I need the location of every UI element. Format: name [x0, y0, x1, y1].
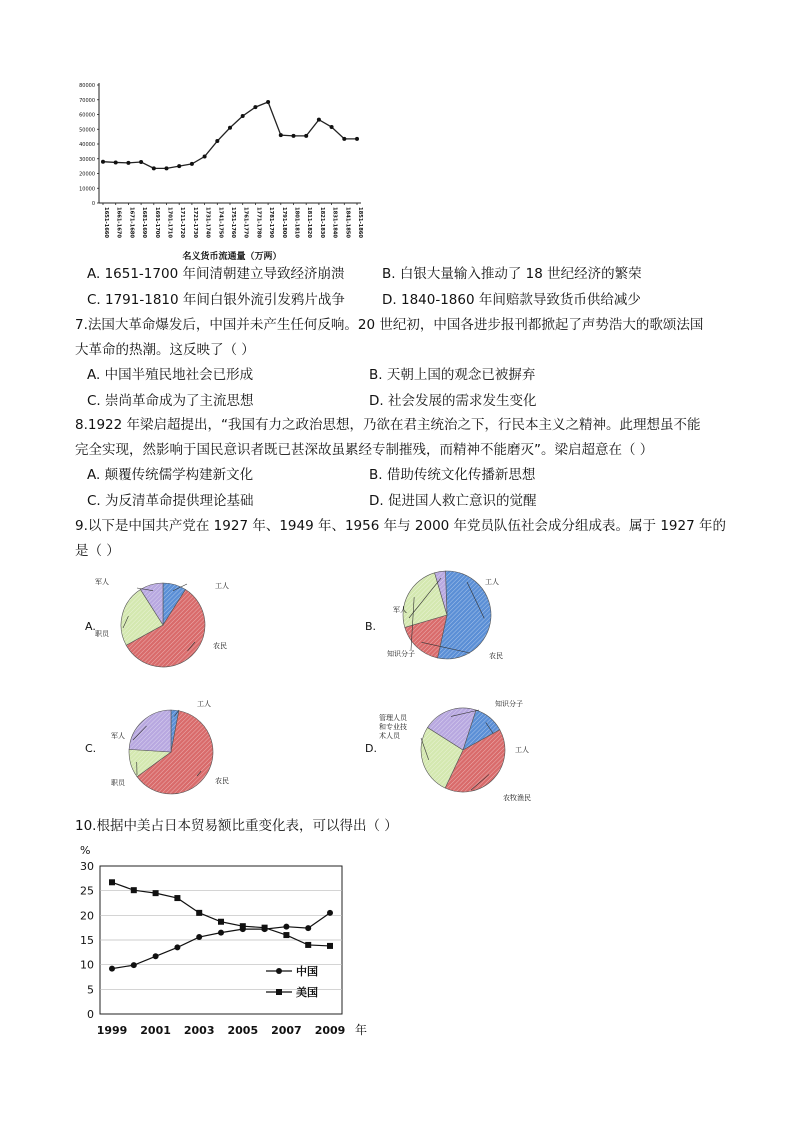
x-tick-label: 1651-1660	[103, 207, 109, 239]
y-tick-label: 15	[80, 934, 94, 947]
y-tick-label: 25	[80, 884, 94, 898]
pie-slice	[129, 710, 171, 752]
pie-option-label: B.	[365, 620, 377, 633]
china-data-point	[174, 944, 180, 950]
legend-china-marker	[276, 968, 282, 974]
x-tick-label: 1731-1740	[204, 207, 211, 239]
china-data-point	[131, 962, 137, 968]
q10-stem-line1: 10.根据中美占日本贸易额比重变化表，可以得出（ ）	[75, 818, 398, 834]
currency-data-point	[228, 126, 232, 130]
y-tick-label: 70000	[79, 97, 95, 104]
pie-slice-label: 知识分子	[387, 650, 415, 658]
y-tick-label: 30	[80, 860, 94, 873]
q9-stem-line2: 是（ ）	[75, 543, 120, 559]
x-axis-title: 名义货币流通量（万两）	[182, 252, 282, 262]
y-tick-label: 20000	[79, 171, 95, 178]
usa-data-point	[305, 942, 311, 948]
q8-stem-line1: 8.1922 年梁启超提出，“我国有力之政治思想，乃欲在君主统治之下，行民本主义之精神。此理想虽不能	[75, 417, 701, 433]
x-tick-label: 2009	[314, 1024, 346, 1037]
x-tick-label: 1851-1860	[357, 207, 363, 239]
pie-slice-label: 职员	[95, 630, 109, 638]
china-data-point	[109, 966, 115, 972]
q7-stem-line2: 大革命的热潮。这反映了（ ）	[75, 342, 255, 358]
x-tick-label: 1661-1670	[115, 207, 122, 239]
pie-slice-label: 农民	[215, 777, 229, 785]
usa-data-point	[262, 925, 268, 931]
currency-data-point	[355, 137, 359, 141]
currency-data-point	[304, 134, 308, 138]
y-tick-label: 30000	[79, 156, 95, 163]
x-tick-label: 1821-1830	[318, 207, 325, 239]
currency-data-point	[253, 105, 257, 109]
currency-data-point	[292, 134, 296, 138]
y-tick-label: 5	[87, 983, 94, 997]
x-tick-label: 1841-1850	[344, 207, 351, 239]
china-data-point	[327, 910, 333, 916]
x-tick-label: 1751-1760	[230, 207, 236, 239]
currency-data-point	[190, 162, 194, 166]
x-tick-label: 1681-1690	[141, 207, 148, 239]
x-tick-label: 1671-1680	[128, 207, 135, 239]
legend-usa-label: 美国	[296, 986, 318, 999]
q6-option-d[interactable]: D. 1840-1860 年间赔款导致货币供给减少	[382, 292, 641, 308]
q6-option-b[interactable]: B. 白银大量输入推动了 18 世纪经济的繁荣	[382, 266, 642, 282]
usa-data-point	[240, 923, 246, 929]
china-data-point	[218, 930, 224, 936]
usa-data-point	[174, 895, 180, 901]
x-tick-label: 1791-1800	[280, 207, 287, 239]
y-axis-unit: %	[80, 844, 91, 857]
currency-data-point	[241, 114, 245, 118]
pie-slice-label: 军人	[111, 732, 125, 740]
x-tick-label: 1761-1770	[242, 207, 249, 239]
x-tick-label: 2003	[183, 1024, 215, 1037]
pie-slice-label: 职员	[111, 779, 125, 787]
q8-option-d[interactable]: D. 促进国人救亡意识的觉醒	[369, 493, 537, 509]
x-tick-label: 1999	[96, 1024, 128, 1037]
q8-option-a[interactable]: A. 颠覆传统儒学构建新文化	[87, 467, 254, 483]
japan-trade-share-line-chart	[70, 840, 370, 1040]
q10-stem	[75, 814, 398, 839]
y-tick-label: 40000	[79, 142, 95, 148]
usa-data-point	[218, 919, 224, 925]
currency-data-point	[126, 161, 130, 165]
y-tick-label: 10000	[79, 186, 95, 193]
china-data-point	[196, 934, 202, 940]
q7-option-a[interactable]: A. 中国半殖民地社会已形成	[87, 367, 254, 383]
y-tick-label: 50000	[79, 127, 95, 134]
currency-data-point	[279, 133, 283, 137]
china-data-point	[305, 925, 311, 931]
x-tick-label: 2001	[140, 1024, 171, 1037]
q7-option-c[interactable]: C. 崇尚革命成为了主流思想	[87, 393, 254, 409]
q7-option-d[interactable]: D. 社会发展的需求发生变化	[369, 393, 537, 409]
x-axis-unit: 年	[355, 1023, 368, 1037]
legend-china-label: 中国	[296, 965, 318, 978]
y-tick-label: 10	[80, 958, 94, 972]
pie-slice-label: 军人	[393, 606, 407, 614]
pie-option-label: A.	[85, 620, 96, 633]
currency-circulation-line-chart	[55, 75, 385, 265]
currency-data-point	[215, 139, 219, 143]
x-tick-label: 1811-1820	[306, 207, 313, 239]
pie-chart-b	[365, 571, 503, 660]
usa-data-point	[109, 879, 115, 885]
q6-option-a[interactable]: A. 1651-1700 年间清朝建立导致经济崩溃	[87, 266, 345, 282]
usa-data-point	[283, 932, 289, 938]
q6-option-c[interactable]: C. 1791-1810 年间白银外流引发鸦片战争	[87, 292, 345, 308]
pie-option-label: C.	[85, 742, 97, 755]
currency-data-point	[342, 137, 346, 141]
usa-data-point	[196, 910, 202, 916]
usa-data-point	[131, 887, 137, 893]
currency-data-point	[203, 155, 207, 159]
pie-slice-label: 工人	[197, 700, 211, 708]
q9-stem	[75, 514, 735, 564]
pie-slice-label: 军人	[95, 578, 109, 586]
currency-data-point	[101, 160, 105, 164]
china-data-point	[283, 924, 289, 930]
x-tick-label: 1721-1730	[191, 207, 198, 239]
y-tick-label: 0	[91, 201, 95, 207]
pie-option-label: D.	[365, 742, 377, 755]
pie-slice-label: 工人	[485, 578, 499, 586]
party-composition-pie-charts	[75, 570, 555, 810]
currency-data-point	[165, 166, 169, 170]
x-tick-label: 1741-1750	[217, 207, 224, 239]
q7-stem-line1: 7.法国大革命爆发后，中国并未产生任何反响。20 世纪初，中国各进步报刊都掀起了声势浩大的歌颂法国	[75, 317, 704, 333]
pie-chart-a	[85, 577, 229, 667]
pie-slice-label: 农牧渔民	[503, 794, 531, 802]
pie-slice-label: 工人	[515, 746, 529, 754]
currency-data-point	[177, 164, 181, 168]
x-tick-label: 1711-1720	[179, 207, 186, 239]
currency-data-point	[266, 100, 270, 104]
q8-stem	[75, 413, 735, 463]
china-data-point	[153, 953, 159, 959]
pie-slice-label: 农民	[213, 642, 227, 650]
x-tick-label: 1701-1710	[166, 207, 173, 239]
currency-data-point	[317, 118, 321, 122]
currency-data-point	[139, 160, 143, 164]
usa-data-point	[153, 890, 159, 896]
pie-slice-label: 知识分子	[495, 700, 523, 708]
pie-chart-c	[85, 699, 229, 794]
pie-slice-label: 管理人员和专业技术人员	[379, 714, 407, 740]
currency-data-point	[114, 160, 118, 164]
y-tick-label: 0	[87, 1008, 94, 1021]
currency-data-point	[152, 166, 156, 170]
currency-series-line	[103, 102, 357, 168]
x-tick-label: 1781-1790	[268, 207, 275, 239]
x-tick-label: 2007	[271, 1024, 302, 1037]
x-tick-label: 1831-1840	[331, 207, 338, 239]
x-tick-label: 1691-1700	[153, 207, 160, 239]
y-tick-label: 20	[80, 909, 94, 923]
pie-slice-label: 农民	[489, 652, 503, 660]
q9-stem-line1: 9.以下是中国共产党在 1927 年、1949 年、1956 年与 2000 年党员队伍社会成分组成表。属于 1927 年的	[75, 518, 726, 534]
usa-data-point	[327, 943, 333, 949]
series-line-usa	[112, 882, 330, 946]
y-tick-label: 60000	[79, 112, 95, 119]
x-tick-label: 1771-1780	[255, 207, 262, 239]
pie-slice-label: 工人	[215, 582, 229, 590]
q7-stem	[75, 313, 735, 363]
y-tick-label: 80000	[79, 83, 95, 89]
q8-stem-line2: 完全实现，然影响于国民意识者既已甚深故虽累经专制摧残，而精神不能磨灭”。梁启超意在（ ）	[75, 442, 654, 458]
pie-chart-d	[365, 699, 531, 802]
legend-usa-marker	[276, 989, 282, 995]
x-tick-label: 2005	[227, 1024, 259, 1037]
x-tick-label: 1801-1810	[293, 207, 300, 239]
q8-option-b[interactable]: B. 借助传统文化传播新思想	[369, 467, 536, 483]
currency-data-point	[330, 125, 334, 129]
q8-option-c[interactable]: C. 为反清革命提供理论基础	[87, 493, 254, 509]
q7-option-b[interactable]: B. 天朝上国的观念已被摒弃	[369, 367, 536, 383]
